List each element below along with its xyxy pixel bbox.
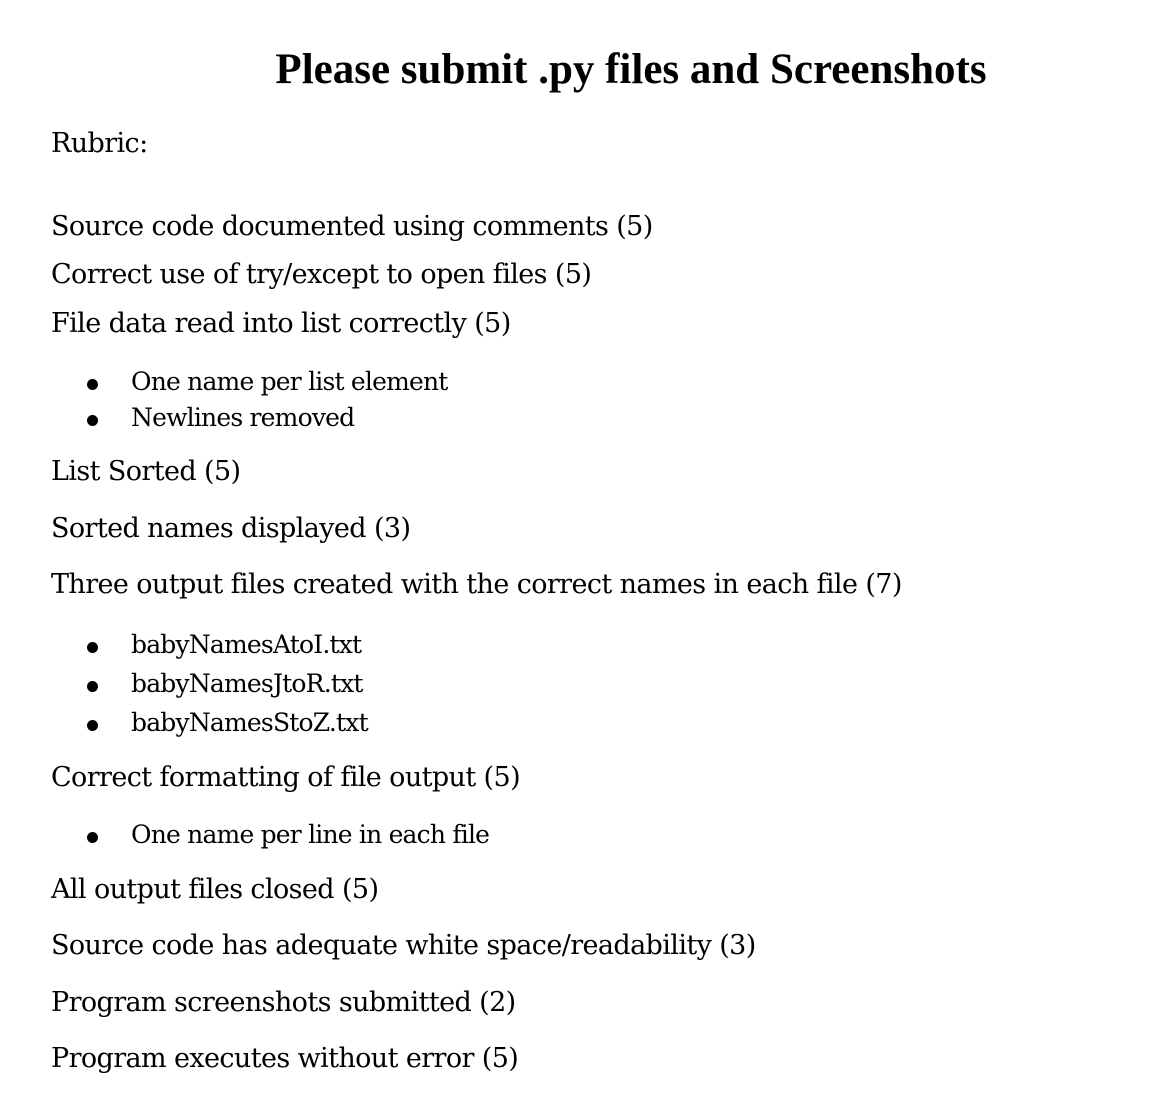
bullet-icon bbox=[87, 379, 98, 390]
rubric-item-screenshots: Program screenshots submitted (2) bbox=[51, 987, 516, 1018]
page-title: Please submit .py files and Screenshots bbox=[275, 46, 987, 93]
rubric-item-file-read: File data read into list correctly (5) bbox=[51, 308, 511, 339]
bullet-icon bbox=[87, 681, 98, 692]
bullet-text: babyNamesJtoR.txt bbox=[131, 669, 363, 698]
bullet-text: One name per line in each file bbox=[131, 820, 490, 849]
bullet-text: babyNamesStoZ.txt bbox=[131, 708, 368, 737]
bullet-text: babyNamesAtoI.txt bbox=[131, 630, 362, 659]
bullet-icon bbox=[87, 832, 98, 843]
bullet-icon bbox=[87, 720, 98, 731]
rubric-item-files-closed: All output files closed (5) bbox=[51, 874, 379, 905]
rubric-label: Rubric: bbox=[51, 128, 148, 159]
rubric-item-formatting: Correct formatting of file output (5) bbox=[51, 762, 521, 793]
rubric-item-sorted-displayed: Sorted names displayed (3) bbox=[51, 513, 411, 544]
rubric-item-try-except: Correct use of try/except to open files (5) bbox=[51, 259, 592, 290]
rubric-item-executes: Program executes without error (5) bbox=[51, 1043, 519, 1074]
bullet-icon bbox=[87, 415, 98, 426]
rubric-item-list-sorted: List Sorted (5) bbox=[51, 456, 241, 487]
rubric-item-output-files: Three output files created with the correct names in each file (7) bbox=[51, 569, 902, 600]
bullet-text: One name per list element bbox=[131, 367, 448, 396]
rubric-item-white-space: Source code has adequate white space/readability (3) bbox=[51, 930, 756, 961]
bullet-text: Newlines removed bbox=[131, 403, 355, 432]
bullet-icon bbox=[87, 642, 98, 653]
rubric-item-comments: Source code documented using comments (5) bbox=[51, 211, 653, 242]
